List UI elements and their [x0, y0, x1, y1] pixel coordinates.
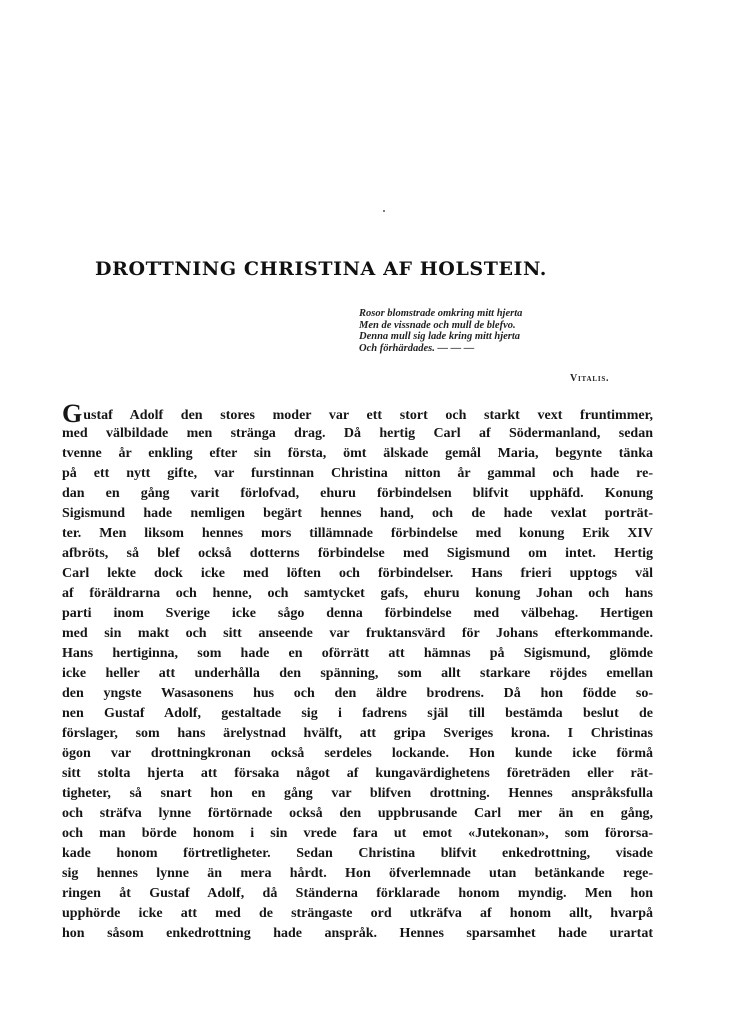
body-line: parti inom Sverige icke sågo denna förbindelse med välbehag. Hertigen: [62, 606, 653, 621]
body-line: sitt stolta hjerta att försaka något af kungavärdighetens företräden eller rät-: [62, 766, 653, 781]
body-line: med välbildade men stränga drag. Då hertig Carl af Södermanland, sedan: [62, 426, 653, 441]
print-speck: [383, 210, 385, 212]
body-line: tigheter, så snart hon en gång var blifven drottning. Hennes anspråksfulla: [62, 786, 653, 801]
body-line: Carl lekte dock icke med löften och förbindelser. Hans frieri upptogs väl: [62, 566, 653, 581]
epigraph-line: Denna mull sig lade kring mitt hjerta: [359, 331, 521, 342]
body-line: och sträfva lynne förtörnade också den uppbrusande Carl mer än en gång,: [62, 806, 653, 821]
epigraph-line: Och förhärdades. — — —: [359, 342, 475, 354]
body-line: kade honom förtretligheter. Sedan Christina blifvit enkedrottning, visade: [62, 846, 653, 861]
body-line: ringen åt Gustaf Adolf, då Ständerna förklarade honom myndig. Men hon: [62, 886, 653, 901]
body-line: hon såsom enkedrottning hade anspråk. Hennes sparsamhet hade urartat: [62, 926, 653, 941]
epigraph-line: Men de vissnade och mull de blefvo.: [359, 319, 516, 331]
body-line: ter. Men liksom hennes mors tillämnade förbindelse med konung Erik XIV: [62, 526, 653, 541]
body-line-first: [62, 399, 653, 428]
body-line: ögon var drottningkronan också serdeles lockande. Hon kunde icke förmå: [62, 746, 653, 761]
body-line-text: ustaf Adolf den stores moder var ett stort och starkt vext fruntimmer,: [83, 408, 653, 423]
chapter-title: DROTTNING CHRISTINA AF HOLSTEIN.: [95, 258, 548, 280]
body-line: nen Gustaf Adolf, gestaltade sig i fadrens själ till bestämda beslut de: [62, 706, 653, 721]
body-line: förslager, som hans ärelystnad hvälft, att gripa Sveriges krona. I Christinas: [62, 726, 653, 741]
body-text: [62, 399, 653, 944]
body-line: den yngste Wasasonens hus och den äldre brodrens. Då hon födde so-: [62, 686, 653, 701]
body-line: sig hennes lynne än mera hårdt. Hon öfverlemnade utan betänkande rege-: [62, 866, 653, 881]
epigraph: [359, 308, 659, 354]
epigraph-attribution: Vitalis.: [570, 373, 610, 384]
body-line: med sin makt och sitt anseende var fruktansvärd för Johans efterkommande.: [62, 626, 653, 641]
body-line: af föräldrarna och henne, och samtycket gafs, ehuru konung Johan och hans: [62, 586, 653, 601]
body-line: Hans hertiginna, som hade en oförrätt att hämnas på Sigismund, glömde: [62, 646, 653, 661]
body-line: afbröts, så blef också dotterns förbindelse med Sigismund om intet. Hertig: [62, 546, 653, 561]
body-line: upphörde icke att med de strängaste ord utkräfva af honom allt, hvarpå: [62, 906, 653, 921]
body-line: Sigismund hade nemligen begärt hennes hand, och de hade vexlat porträt-: [62, 506, 653, 521]
drop-cap: G: [62, 399, 83, 428]
body-line: dan en gång varit förlofvad, ehuru förbindelsen blifvit upphäfd. Konung: [62, 486, 653, 501]
body-line: på ett nytt gifte, var furstinnan Christina nitton år gammal och hade re-: [62, 466, 653, 481]
body-line: tvenne år enkling efter sin första, ömt älskade gemål Maria, begynte tänka: [62, 446, 653, 461]
body-line: icke heller att underhålla den spänning, som allt starkare röjdes emellan: [62, 666, 653, 681]
epigraph-line: Rosor blomstrade omkring mitt hjerta: [359, 308, 523, 319]
body-line: och man börde honom i sin vrede fara ut emot «Jutekonan», som förorsa-: [62, 826, 653, 841]
